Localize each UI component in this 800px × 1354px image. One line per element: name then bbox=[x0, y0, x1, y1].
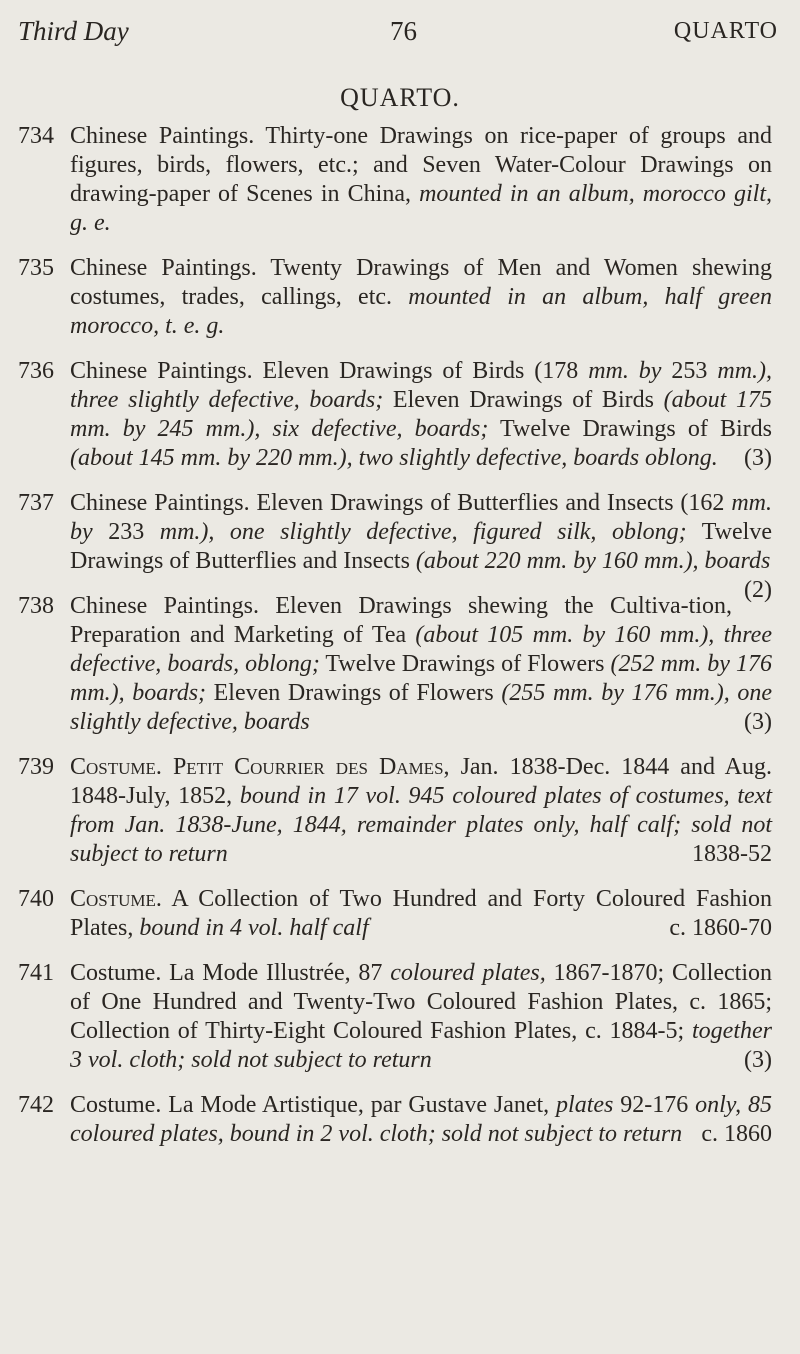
lot-entry bbox=[0, 489, 800, 603]
lot-description-part: Chinese Paintings. Twenty Drawings of Men and Women shewing costumes, trades, callings, etc. bbox=[70, 255, 772, 310]
lot-description bbox=[70, 592, 772, 737]
lot-quantity-or-date: (2) bbox=[744, 577, 772, 603]
lot-description bbox=[70, 489, 772, 603]
lot-description-part: mm.), three slightly defective, boards; bbox=[70, 358, 773, 413]
lot-number: 740 bbox=[18, 886, 54, 912]
running-head-day: Third Day bbox=[18, 16, 129, 46]
lot-quantity-or-date: (3) bbox=[744, 445, 772, 471]
lot-quantity-or-date: c. 1860-70 bbox=[669, 915, 772, 941]
lot-entry bbox=[0, 959, 800, 1075]
lot-number: 736 bbox=[18, 358, 54, 384]
lot-entry bbox=[0, 357, 800, 473]
lot-description bbox=[70, 357, 772, 473]
lot-number: 742 bbox=[18, 1092, 54, 1118]
lot-description-part: mm.), one slightly defective, figured silk, oblong; bbox=[159, 519, 687, 545]
lot-description-part: 233 bbox=[92, 519, 160, 545]
lot-description bbox=[70, 1091, 772, 1149]
lot-quantity-or-date: 1838-52 bbox=[692, 841, 772, 867]
lot-description-part: Eleven Drawings of Flowers bbox=[206, 680, 502, 706]
lot-number: 739 bbox=[18, 754, 54, 780]
lot-description-part: Costume. La Mode Artistique, par Gustave Janet, bbox=[70, 1092, 557, 1118]
lot-description-part: Chinese Paintings. Eleven Drawings shewing the Cultiva-tion, Preparation and Marketing of Tea bbox=[70, 593, 733, 648]
lot-description-part: . A Collection of Two Hundred and Forty Coloured Fashion Plates, bbox=[70, 886, 772, 941]
lot-description-part: (about 175 mm. by 245 mm.), six defective, boards; bbox=[70, 387, 772, 442]
lot-description-part: (about 220 mm. by 160 mm.), boards bbox=[415, 548, 771, 574]
lot-description bbox=[70, 959, 772, 1075]
lot-description-part: (252 mm. by 176 mm.), boards; bbox=[70, 651, 772, 706]
lot-description-part: Twelve Drawings of Flowers bbox=[319, 651, 611, 677]
lot-entry bbox=[0, 885, 800, 943]
section-title: QUARTO. bbox=[340, 83, 460, 112]
lot-number: 737 bbox=[18, 490, 54, 516]
lot-description-part: plates bbox=[556, 1092, 614, 1118]
lot-description-part: 92-176 bbox=[613, 1092, 696, 1118]
lot-description-part: Costume. La Mode Illustrée, 87 bbox=[70, 960, 391, 986]
running-head-format: QUARTO bbox=[673, 18, 778, 44]
lot-description-part: Costume bbox=[70, 886, 156, 912]
lot-entry bbox=[0, 592, 800, 737]
lot-description bbox=[70, 753, 772, 869]
lot-description-part: mounted in an album, morocco gilt, g. e. bbox=[70, 181, 772, 236]
lot-description-part: Eleven Drawings of Birds bbox=[383, 387, 664, 413]
lot-description bbox=[70, 122, 772, 238]
lot-description-part: mm. by bbox=[70, 490, 772, 545]
lot-description-part: only, 85 coloured plates, bound in 2 vol. cloth; sold not subject to return bbox=[70, 1092, 772, 1147]
lot-number: 738 bbox=[18, 593, 54, 619]
lot-list bbox=[0, 122, 800, 1165]
lot-description-part: Costume. Petit Courrier des Dames bbox=[70, 754, 444, 780]
lot-description-part: (about 105 mm. by 160 mm.), three defective, boards, oblong; bbox=[70, 622, 772, 677]
lot-description-part: (255 mm. by 176 mm.), one slightly defective, boards bbox=[70, 680, 773, 735]
lot-description-part: Chinese Paintings. Eleven Drawings of Butterflies and Insects (162 bbox=[70, 490, 732, 516]
lot-description-part: coloured plates, bbox=[390, 960, 546, 986]
lot-description-part: mounted in an album, half green morocco, t. e. g. bbox=[70, 284, 772, 339]
lot-entry bbox=[0, 753, 800, 869]
lot-description-part: , Jan. 1838-Dec. 1844 and Aug. 1848-July, 1852, bbox=[70, 754, 773, 809]
lot-description-part: Chinese Paintings. Thirty-one Drawings on rice-paper of groups and figures, birds, flowers, etc.; and Seven Water-Colour Drawings on drawing-paper of Scenes in China, bbox=[70, 123, 772, 207]
lot-description-part: Chinese Paintings. Eleven Drawings of Birds (178 bbox=[70, 358, 589, 384]
lot-description-part: bound in 17 vol. 945 coloured plates of costumes, text from Jan. 1838-June, 1844, remainder plates only, half calf; sold not subject to return bbox=[70, 783, 772, 867]
lot-description-part: 1867-1870; Collection of One Hundred and Twenty-Two Coloured Fashion Plates, c. 1865; Collection of Thirty-Eight Coloured Fashion Plates, c. 1884-5; bbox=[70, 960, 772, 1044]
lot-description-part: mm. by bbox=[588, 358, 662, 384]
lot-description-part: together 3 vol. cloth; sold not subject to return bbox=[70, 1018, 772, 1073]
running-head bbox=[18, 14, 778, 50]
lot-number: 741 bbox=[18, 960, 54, 986]
lot-description-part: bound in 4 vol. half calf bbox=[139, 915, 369, 941]
lot-quantity-or-date: (3) bbox=[744, 709, 772, 735]
page-number: 76 bbox=[390, 16, 417, 46]
lot-entry bbox=[0, 122, 800, 238]
lot-description-part: (about 145 mm. by 220 mm.), two slightly defective, boards oblong. bbox=[70, 445, 718, 471]
lot-entry bbox=[0, 1091, 800, 1149]
lot-description bbox=[70, 254, 772, 341]
lot-number: 734 bbox=[18, 123, 54, 149]
lot-entry bbox=[0, 254, 800, 341]
lot-description-part: Twelve Drawings of Birds bbox=[488, 416, 773, 442]
lot-description-part: 253 bbox=[661, 358, 718, 384]
lot-description bbox=[70, 885, 772, 943]
lot-description-part: Twelve Drawings of Butterflies and Insects bbox=[70, 519, 772, 574]
lot-quantity-or-date: (3) bbox=[744, 1047, 772, 1073]
lot-quantity-or-date: c. 1860 bbox=[701, 1121, 772, 1147]
lot-number: 735 bbox=[18, 255, 54, 281]
